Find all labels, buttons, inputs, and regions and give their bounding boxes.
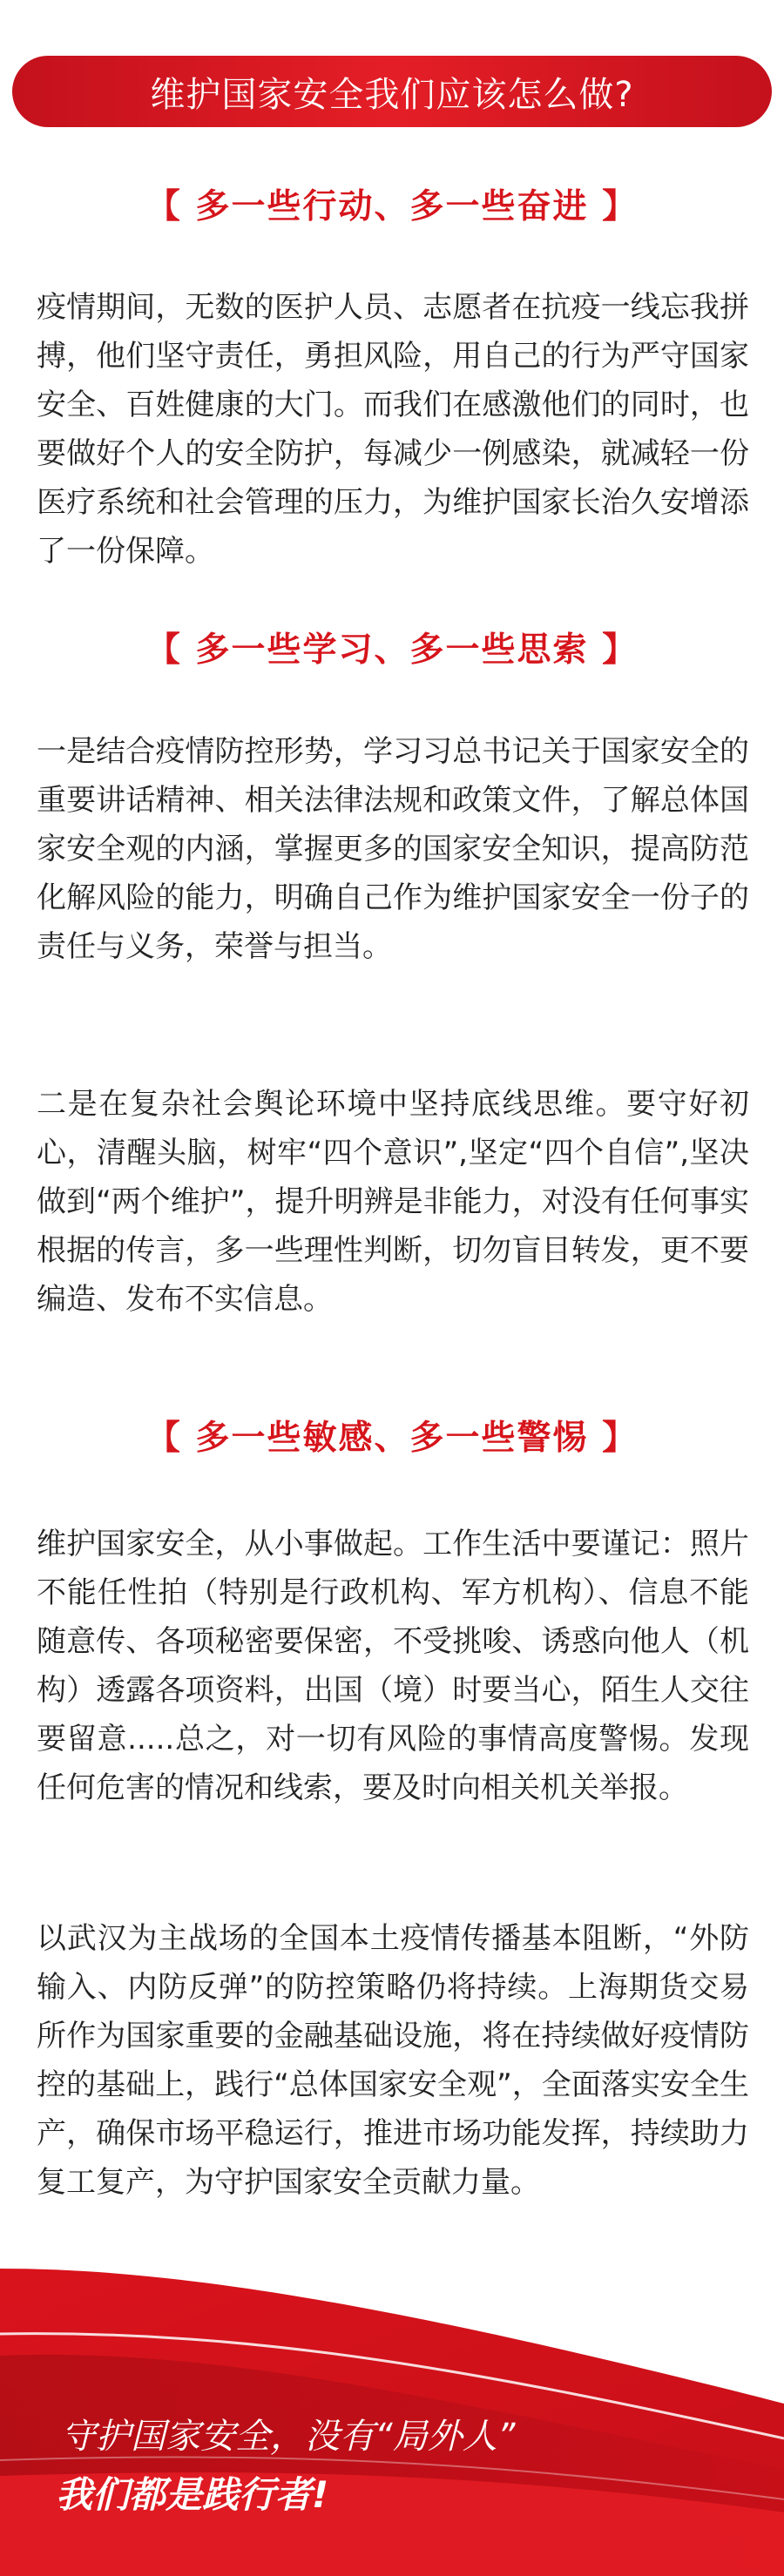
paragraph-study-1: 一是结合疫情防控形势，学习习总书记关于国家安全的重要讲话精神、相关法律法规和政策文件，了解总体国家安全观的内涵，掌握更多的国家安全知识，提高防范化解风险的能力，明确自己作为维护国家安全一份子的责任与义务，荣誉与担当。 <box>37 734 749 964</box>
footer-slogan-line2: 我们都是践行者! <box>56 2473 329 2516</box>
section-heading-study: 【 多一些学习、多一些思索 】 <box>145 631 639 670</box>
paragraph-vigilance-2: 以武汉为主战场的全国本土疫情传播基本阻断，“外防输入、内防反弹”的防控策略仍将持续。上海期货交易所作为国家重要的金融基础设施，将在持续做好疫情防控的基础上，践行“总体国家安全观”，全面落实安全生产，确保市场平稳运行，推进市场功能发挥，持续助力复工复产，为守护国家安全贡献力量。 <box>37 1921 749 2200</box>
footer-slogan-line1: 守护国家安全，没有“局外人” <box>61 2417 516 2457</box>
page-title: 维护国家安全我们应该怎么做? <box>150 74 634 115</box>
section-heading-vigilance: 【 多一些敏感、多一些警惕 】 <box>145 1419 639 1458</box>
paragraph-study-2: 二是在复杂社会舆论环境中坚持底线思维。要守好初心，清醒头脑，树牢“四个意识”,坚定“四个自信”,坚决做到“两个维护”，提升明辨是非能力，对没有任何事实根据的传言，多一些理性判断，切勿盲目转发，更不要编造、发布不实信息。 <box>37 1087 749 1317</box>
title-banner <box>12 56 772 127</box>
paragraph-action: 疫情期间，无数的医护人员、志愿者在抗疫一线忘我拼搏，他们坚守责任，勇担风险，用自己的行为严守国家安全、百姓健康的大门。而我们在感激他们的同时，也要做好个人的安全防护，每减少一例感染，就减轻一份医疗系统和社会管理的压力，为维护国家长治久安增添了一份保障。 <box>37 290 749 569</box>
section-heading-action: 【 多一些行动、多一些奋进 】 <box>145 187 639 226</box>
paragraph-vigilance-1: 维护国家安全，从小事做起。工作生活中要谨记：照片不能任性拍（特别是行政机构、军方机构）、信息不能随意传、各项秘密要保密，不受挑唆、诱惑向他人（机构）透露各项资料，出国（境）时要当心，陌生人交往要留意.....总之，对一切有风险的事情高度警惕。发现任何危害的情况和线索，要及时向相关机关举报。 <box>37 1527 749 1805</box>
